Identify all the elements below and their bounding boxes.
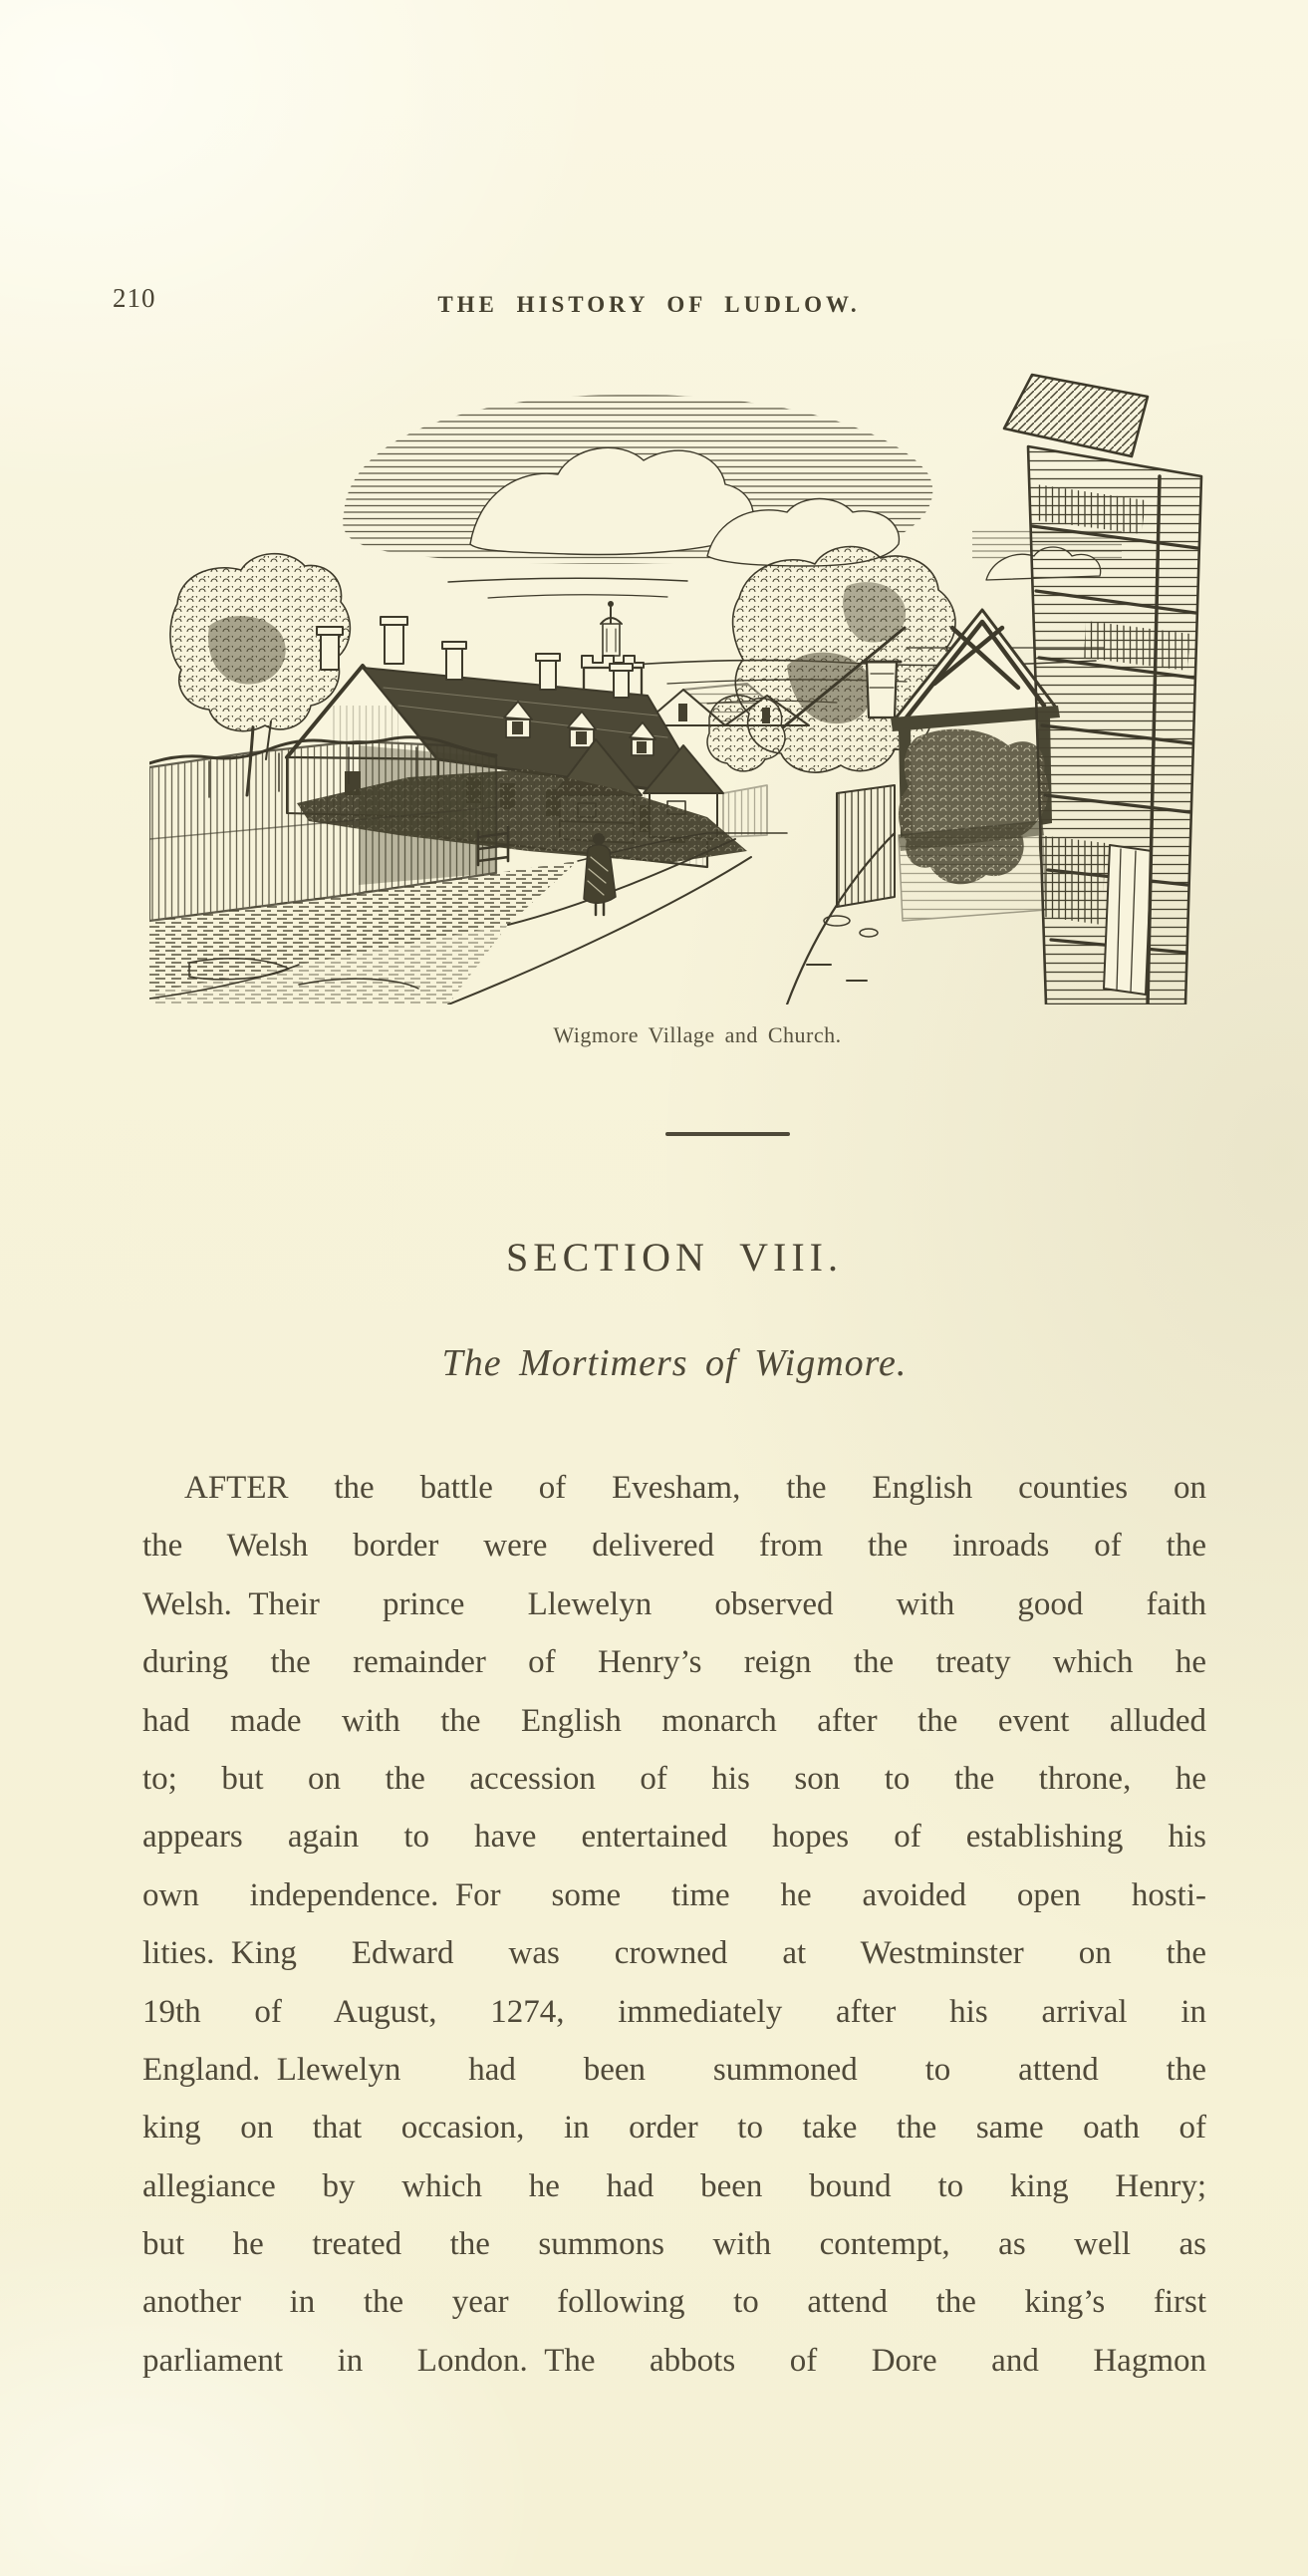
body-line: 19th of August, 1274, immediately after his arrival in [142,1993,1206,2030]
body-line: own independence. For some time he avoided open hosti- [142,1876,1206,1913]
body-line: had made with the English monarch after the event alluded [142,1702,1206,1739]
body-line: Welsh. Their prince Llewelyn observed with good faith [142,1585,1206,1622]
body-paragraph [142,1459,1206,2390]
body-line: AFTER the battle of Evesham, the English counties on [184,1470,1206,1506]
body-line: allegiance by which he had been bound to king Henry; [142,2167,1206,2204]
body-line: the Welsh border were delivered from the inroads of the [142,1528,1206,1565]
body-line: appears again to have entertained hopes of establishing his [142,1819,1206,1856]
figure [149,367,1245,1004]
running-title: THE HISTORY OF LUDLOW. [437,292,861,317]
body-line: lities. King Edward was crowned at Westminster on the [142,1935,1206,1972]
body-line: parliament in London. The abbots of Dore and Hagmon [142,2342,1206,2379]
section-subtitle: The Mortimers of Wigmore. [441,1342,908,1384]
village-engraving-illustration [149,367,1245,1004]
page-number: 210 [113,283,156,313]
body-line: to; but on the accession of his son to the throne, he [142,1760,1206,1797]
body-line: during the remainder of Henry’s reign the treaty which he [142,1644,1206,1681]
figure-caption: Wigmore Village and Church. [553,1022,842,1047]
body-line: another in the year following to attend the king’s first [142,2284,1206,2321]
body-line: but he treated the summons with contempt, as well as [142,2226,1206,2263]
body-line: England. Llewelyn had been summoned to attend the [142,2051,1206,2088]
section-divider-rule [665,1132,790,1136]
body-line: king on that occasion, in order to take the same oath of [142,2110,1206,2147]
section-heading: SECTION VIII. [505,1235,843,1280]
